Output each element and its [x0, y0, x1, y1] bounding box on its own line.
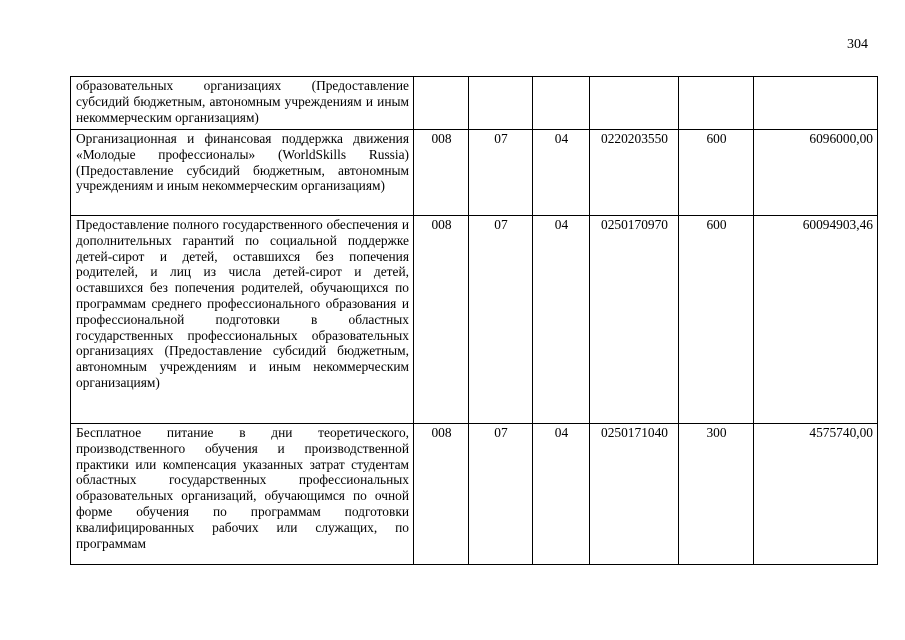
table-row — [71, 130, 878, 216]
row-target-article-code: 0220203550 — [590, 130, 679, 216]
row-amount: 4575740,00 — [754, 424, 878, 565]
row-section-code: 07 — [469, 424, 533, 565]
row-amount: 6096000,00 — [754, 130, 878, 216]
row-amount — [754, 77, 878, 130]
row-ministry-code: 008 — [414, 216, 469, 424]
row-amount: 60094903,46 — [754, 216, 878, 424]
row-subsection-code: 04 — [533, 424, 590, 565]
budget-table — [70, 76, 878, 565]
row-subsection-code — [533, 77, 590, 130]
row-expense-type-code: 600 — [679, 130, 754, 216]
row-section-code — [469, 77, 533, 130]
row-expense-type-code: 600 — [679, 216, 754, 424]
row-target-article-code: 0250171040 — [590, 424, 679, 565]
row-expense-type-code: 300 — [679, 424, 754, 565]
row-description: образовательных организациях (Предоставление субсидий бюджетным, автономным учреждениям и иным некоммерческим организациям) — [71, 77, 414, 130]
row-description: Предоставление полного государственного обеспечения и дополнительных гарантий по социальной поддержке детей-сирот и детей, оставшихся без попечения родителей, и лиц из числа детей-сирот и детей, оставшихся без попечения родителей, обучающихся по программам среднего профессионального образования и профессиональной подготовки в областных государственных профессиональных образовательных организациях (Предоставление субсидий бюджетным, автономным учреждениям и иным некоммерческим организациям) — [71, 216, 414, 424]
table-row — [71, 424, 878, 565]
row-expense-type-code — [679, 77, 754, 130]
table-row — [71, 216, 878, 424]
page-number: 304 — [847, 37, 868, 52]
row-ministry-code: 008 — [414, 130, 469, 216]
row-section-code: 07 — [469, 130, 533, 216]
row-subsection-code: 04 — [533, 130, 590, 216]
table-row — [71, 77, 878, 130]
row-section-code: 07 — [469, 216, 533, 424]
row-ministry-code: 008 — [414, 424, 469, 565]
row-description: Бесплатное питание в дни теоретического, производственного обучения и производственной практики или компенсация указанных затрат студентам областных государственных профессиональных образовательных организаций, обучающимся по очной форме обучения по программам подготовки квалифицированных рабочих или служащих, по программам — [71, 424, 414, 565]
row-description: Организационная и финансовая поддержка движения «Молодые профессионалы» (WorldSkills Russia) (Предоставление субсидий бюджетным, автономным учреждениям и иным некоммерческим организациям) — [71, 130, 414, 216]
row-target-article-code: 0250170970 — [590, 216, 679, 424]
row-ministry-code — [414, 77, 469, 130]
row-target-article-code — [590, 77, 679, 130]
row-subsection-code: 04 — [533, 216, 590, 424]
